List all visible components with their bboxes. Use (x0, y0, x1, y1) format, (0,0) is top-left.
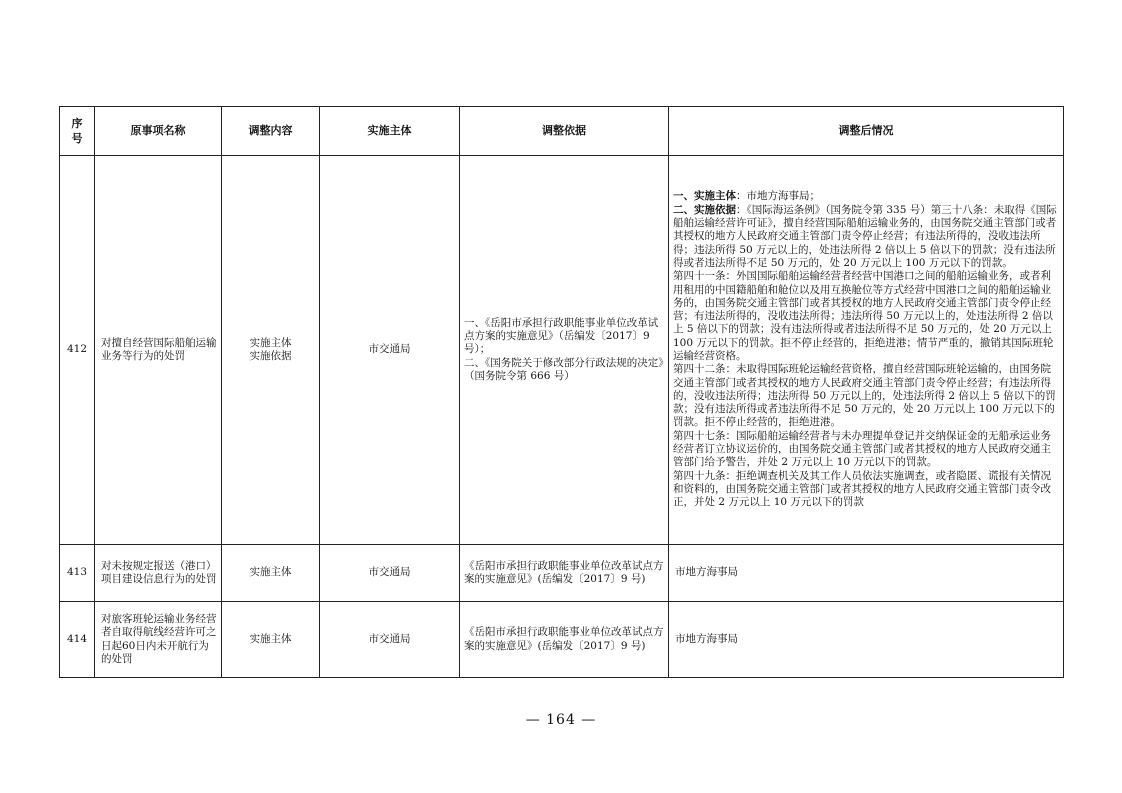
header-subject: 实施主体 (320, 107, 460, 156)
row-number: 413 (60, 545, 95, 602)
table-row (60, 602, 1064, 678)
row-number: 412 (60, 156, 95, 545)
item-name: 对擅自经营国际船舶运输业务等行为的处罚 (95, 156, 222, 545)
adjust-basis: 《岳阳市承担行政职能事业单位改革试点方案的实施意见》(岳编发〔2017〕9 号) (460, 545, 669, 602)
adjust-basis: 一、《岳阳市承担行政职能事业单位改革试点方案的实施意见》（岳编发〔2017〕9 号）； 二、《国务院关于修改部分行政法规的决定》（国务院令第 666 号） (460, 156, 669, 545)
implementing-subject: 市交通局 (320, 156, 460, 545)
table-header-row (60, 107, 1064, 156)
result-label: 二、实施依据 (673, 203, 736, 216)
header-serial: 序号 (60, 107, 95, 156)
adjusted-situation (669, 156, 1064, 545)
page-number: — 164 — (525, 712, 597, 728)
adjust-content: 实施主体 (222, 602, 320, 678)
header-result: 调整后情况 (669, 107, 1064, 156)
result-paragraph (673, 190, 1059, 203)
adjusted-situation: 市地方海事局 (669, 602, 1064, 678)
result-paragraph: 第四十九条：拒绝调查机关及其工作人员依法实施调查，或者隐匿、谎报有关情况和资料的，由国务院交通主管部门或者其授权的地方人民政府交通主管部门责令改正，并处 2 万元以上 10 万元以下的罚款 (673, 469, 1051, 509)
result-text: ：市地方海事局； (736, 190, 820, 203)
header-item-name: 原事项名称 (95, 107, 222, 156)
table-row (60, 156, 1064, 545)
item-name: 对未按规定报送（港口）项目建设信息行为的处罚 (95, 545, 222, 602)
result-paragraph: 第四十七条：国际船舶运输经营者与未办理提单登记并交纳保证金的无船承运业务经营者订立协议运价的，由国务院交通主管部门或者其授权的地方人民政府交通主管部门给予警告，并处 2 万元以上 10 万元以下的罚款。 (673, 429, 1051, 469)
result-paragraph: 第四十一条：外国国际船舶运输经营者经营中国港口之间的船舶运输业务，或者利用租用的中国籍船舶和舱位以及用互换舱位等方式经营中国港口之间的船舶运输业务的，由国务院交通主管部门或者其授权的地方人民政府交通主管部门责令停止经营；有违法所得的，没收违法所得；违法所得 50 万元以上的，处违法所得 2 倍以上 5 倍以下的罚款；没有违法所得或者违法所得不足 50 万元的，处 20 万元以上 100 万元以下的罚款。拒不停止经营的，拒绝进港；情节严重的，撤销其国际班轮运输经营资格。 (673, 270, 1054, 362)
adjusted-situation: 市地方海事局 (669, 545, 1064, 602)
adjust-content: 实施主体 (222, 545, 320, 602)
item-name: 对旅客班轮运输业务经营者自取得航线经营许可之日起60日内未开航行为的处罚 (95, 602, 222, 678)
row-number: 414 (60, 602, 95, 678)
result-label: 一、实施主体 (673, 190, 736, 203)
table-row (60, 545, 1064, 602)
implementing-subject: 市交通局 (320, 602, 460, 678)
header-adjust-content: 调整内容 (222, 107, 320, 156)
adjustment-table (59, 106, 1064, 678)
result-paragraph (673, 204, 1059, 270)
adjust-content: 实施主体 实施依据 (222, 156, 320, 545)
adjust-basis: 《岳阳市承担行政职能事业单位改革试点方案的实施意见》(岳编发〔2017〕9 号) (460, 602, 669, 678)
header-basis: 调整依据 (460, 107, 669, 156)
implementing-subject: 市交通局 (320, 545, 460, 602)
result-text: ：《国际海运条例》（国务院令第 335 号）第三十八条：未取得《国际船舶运输经营许可证》，擅自经营国际船舶运输业务的，由国务院交通主管部门或者其授权的地方人民政府交通主管部门责令停止经营；有违法所得的，没收违法所得；违法所得 50 万元以上的，处违法所得 2 倍以上 5 倍以下的罚款；没有违法所得或者违法所得不足 50 万元的，处 20 万元以上 100 万元以下的罚款。 (673, 203, 1057, 269)
result-paragraph: 第四十二条：未取得国际班轮运输经营资格，擅自经营国际班轮运输的，由国务院交通主管部门或者其授权的地方人民政府交通主管部门责令停止经营；有违法所得的，没收违法所得；违法所得 50 万元以上的，处违法所得 2 倍以上 5 倍以下的罚款；没有违法所得或者违法所得不足 50 万元的，处 20 万元以上 100 万元以下的罚款。拒不停止经营的，拒绝进港。 (673, 363, 1056, 429)
